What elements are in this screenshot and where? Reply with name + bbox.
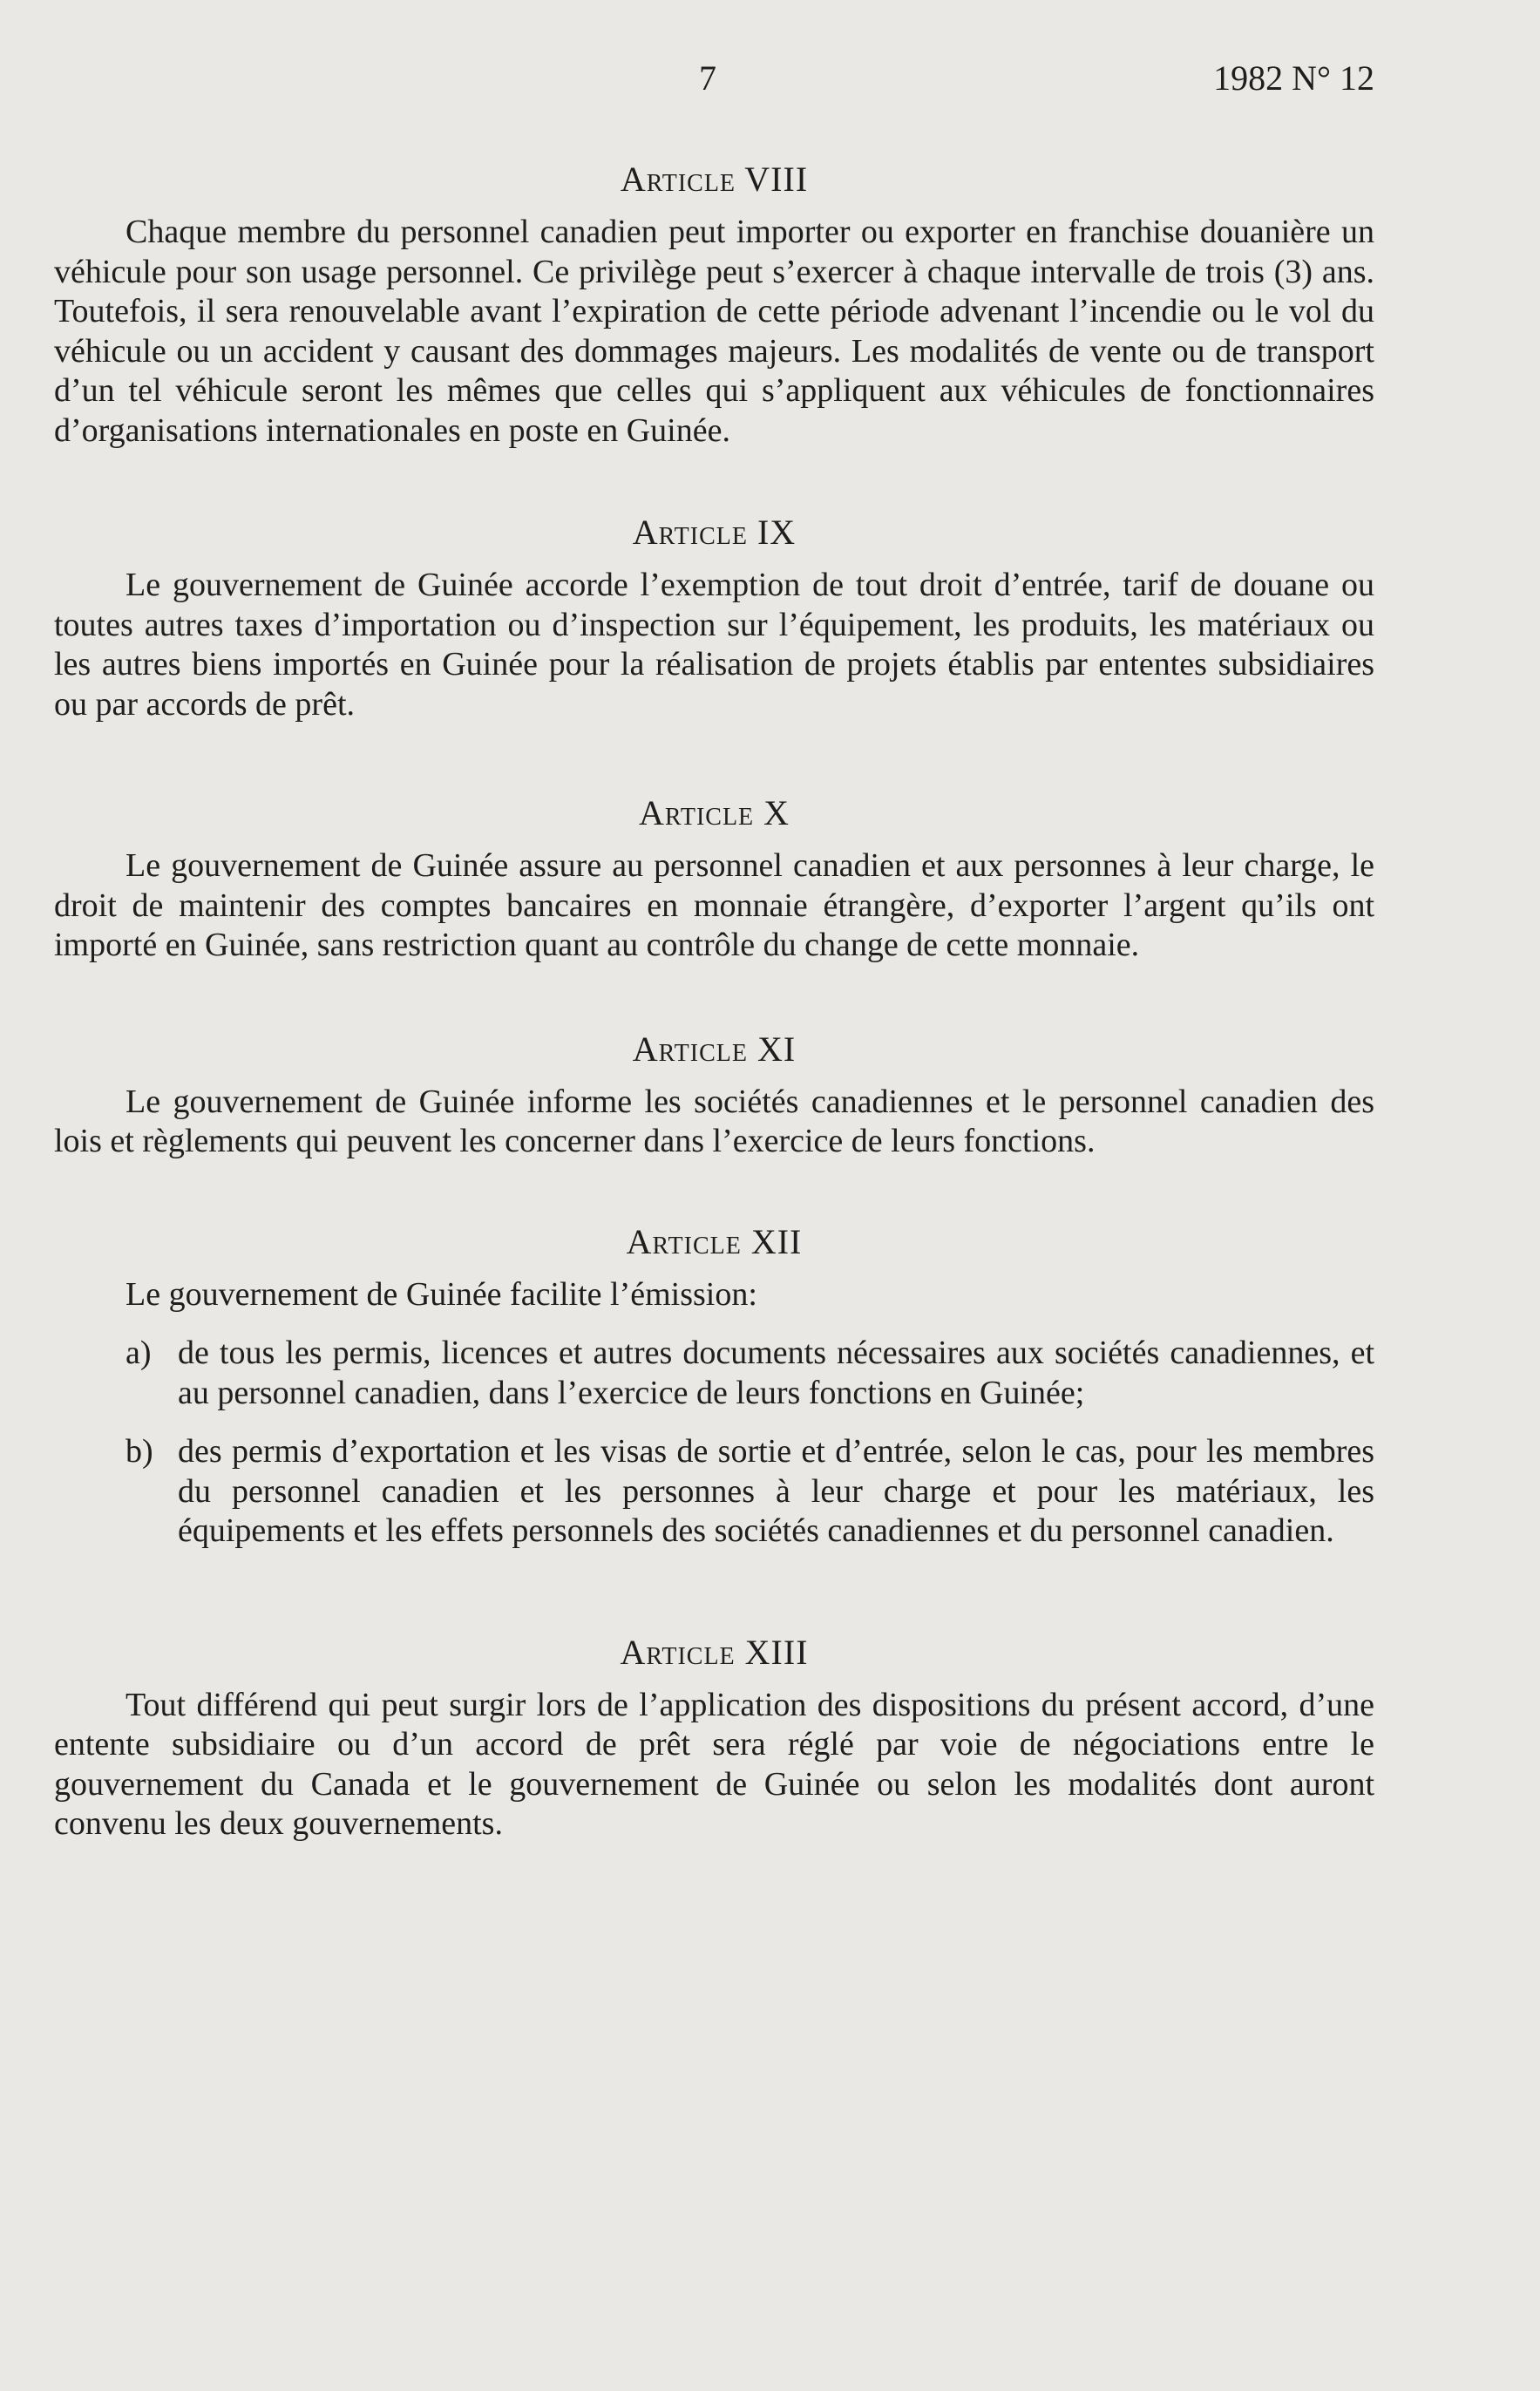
article-heading: Article VIII [620, 160, 809, 199]
article-xiii [54, 1630, 1374, 1844]
document-body [54, 157, 1374, 1844]
article-paragraph: Le gouvernement de Guinée assure au personnel canadien et aux personnes à leur charge, le droit de maintenir des comptes bancaires en monnaie étrangère, d’exporter l’argent qu’ils ont importé en Guinée, sans restriction quant au contrôle du change de cette monnaie. [54, 847, 1374, 963]
article-ix [54, 510, 1374, 724]
list-marker: a) [126, 1335, 152, 1371]
article-viii [54, 157, 1374, 451]
article-heading: Article XII [626, 1221, 803, 1261]
list-marker: b) [126, 1433, 153, 1470]
article-heading: Article IX [632, 513, 797, 552]
article-heading: Article X [638, 793, 790, 832]
list-item-text: de tous les permis, licences et autres documents nécessaires aux sociétés canadiennes, et au personnel canadien, dans l’exercice de leurs fonctions en Guinée; [178, 1335, 1374, 1411]
list-item [54, 1432, 1374, 1552]
article-xii [54, 1219, 1374, 1552]
running-header [54, 58, 1374, 110]
article-paragraph: Le gouvernement de Guinée informe les sociétés canadiennes et le personnel canadien des lois et règlements qui peuvent les concerner dans l’exercice de leurs fonctions. [54, 1083, 1374, 1159]
article-list [54, 1334, 1374, 1552]
article-paragraph: Chaque membre du personnel canadien peut importer ou exporter en franchise douanière un véhicule pour son usage personnel. Ce privilège peut s’exercer à chaque intervalle de trois (3) ans. Toutefois, il sera renouvelable avant l’expiration de cette période advenant l’incendie ou le vol du véhicule ou un accident y causant des dommages majeurs. Les modalités de vente ou de transport d’un tel véhicule seront les mêmes que celles qui s’appliquent aux véhicules de fonctionnaires d’organisations internationales en poste en Guinée. [54, 214, 1374, 449]
article-x [54, 791, 1374, 966]
article-paragraph: Le gouvernement de Guinée accorde l’exemption de tout droit d’entrée, tarif de douane ou toutes autres taxes d’importation ou d’inspection sur l’équipement, les produits, les matériaux ou les autres biens importés en Guinée pour la réalisation de projets établis par ententes subsidiaires ou par accords de prêt. [54, 567, 1374, 723]
article-paragraph: Le gouvernement de Guinée facilite l’émission: [126, 1275, 757, 1313]
page-number: 7 [699, 58, 716, 98]
article-paragraph: Tout différend qui peut surgir lors de l’application des dispositions du présent accord, d’une entente subsidiaire ou d’un accord de prêt sera réglé par voie de négociations entre le gouvernement du Canada et le gouvernement de Guinée ou selon les modalités dont auront convenu les deux gouvernements. [54, 1686, 1374, 1842]
article-heading: Article XI [632, 1029, 797, 1069]
list-item-text: des permis d’exportation et les visas de sortie et d’entrée, selon le cas, pour les membres du personnel canadien et les personnes à leur charge et pour les matériaux, les équipements et les effets personnels des sociétés canadiennes et du personnel canadien. [178, 1433, 1374, 1549]
article-heading: Article XIII [620, 1632, 809, 1672]
article-xi [54, 1027, 1374, 1162]
document-reference: 1982 N° 12 [1213, 58, 1374, 98]
list-item [54, 1334, 1374, 1413]
